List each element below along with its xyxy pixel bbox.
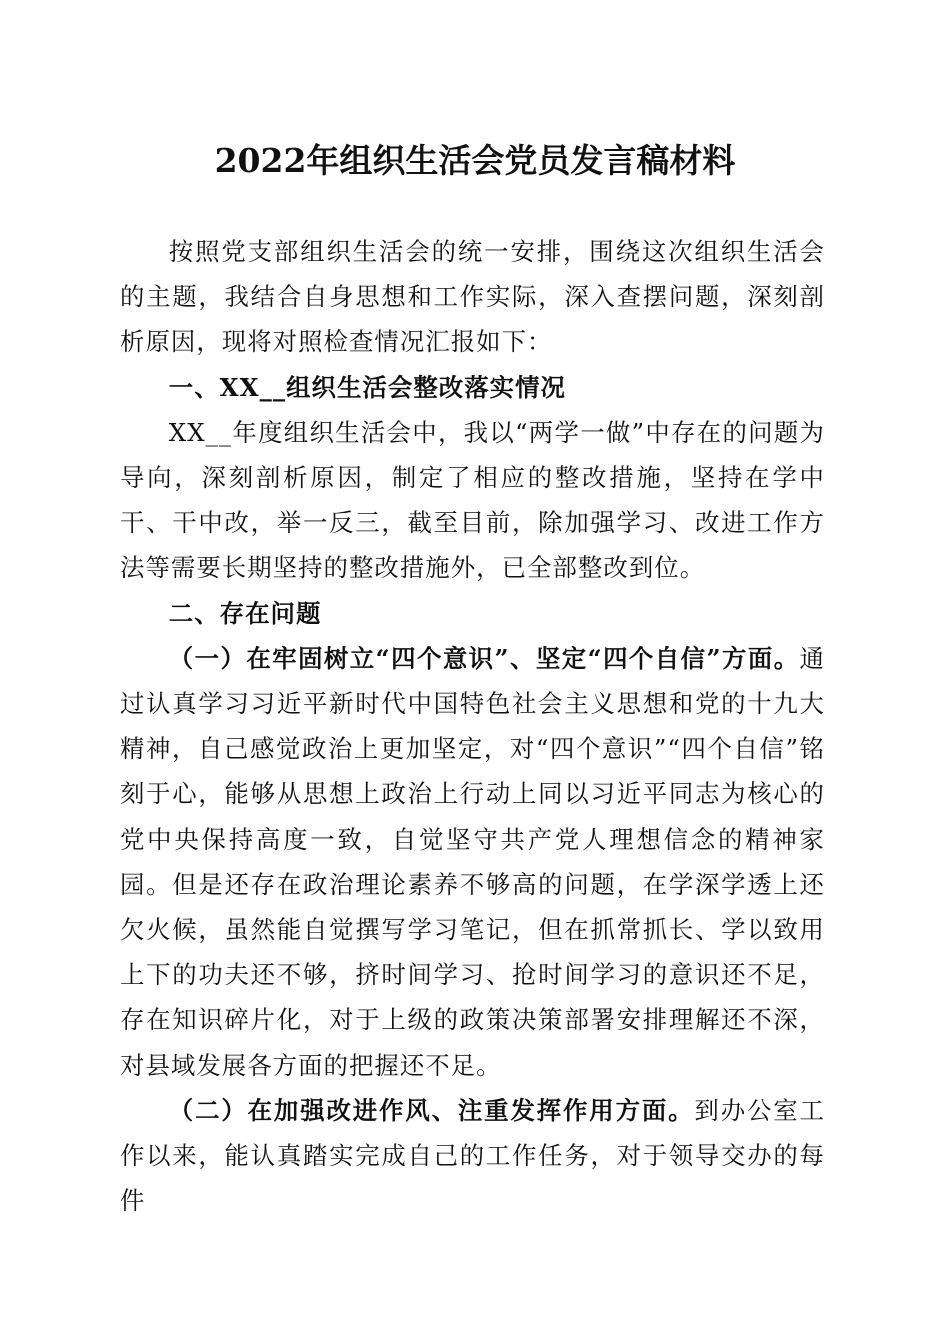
intro-paragraph: 按照党支部组织生活会的统一安排，围绕这次组织生活会的主题，我结合自身思想和工作实际，深入查摆问题，深刻剖析原因，现将对照检查情况汇报如下： <box>120 237 825 357</box>
item-2-body: 到办公室工作以来，能认真踏实完成自己的工作任务，对于领导交办的每件 <box>120 1095 825 1216</box>
document-title: 2022年组织生活会党员发言稿材料 <box>214 141 736 180</box>
section-1-paragraph: XX__年度组织生活会中，我以“两学一做”中存在的问题为导向，深刻剖析原因，制定了相应的整改措施，坚持在学中干、干中改，举一反三，截至目前，除加强学习、改进工作方法等需要长期坚持的整改措施外，已全部整改到位。 <box>120 417 825 583</box>
document-body <box>120 229 825 1223</box>
item-2-paragraph <box>120 1088 825 1224</box>
section-1-heading: 一、XX__组织生活会整改落实情况 <box>168 372 566 402</box>
section-2-heading: 二、存在问题 <box>168 598 322 628</box>
item-1-paragraph <box>120 636 825 1088</box>
item-2-lead: （二）在加强改进作风、注重发挥作用方面。 <box>168 1095 695 1125</box>
item-1-lead: （一）在牢固树立“四个意识”、坚定“四个自信”方面。 <box>168 643 800 673</box>
item-1-body: 通过认真学习习近平新时代中国特色社会主义思想和党的十九大精神，自己感觉政治上更加坚定，对“四个意识”“四个自信”铭刻于心，能够从思想上政治上行动上同以习近平同志为核心的党中央保持高度一致，自觉坚守共产党人理想信念的精神家园。但是还存在政治理论素养不够高的问题，在学深学透上还欠火候，虽然能自觉撰写学习笔记，但在抓常抓长、学以致用上下的功夫还不够，挤时间学习、抢时间学习的意识还不足，存在知识碎片化，对于上级的政策决策部署安排理解还不深，对县域发展各方面的把握还不足。 <box>120 643 825 1080</box>
